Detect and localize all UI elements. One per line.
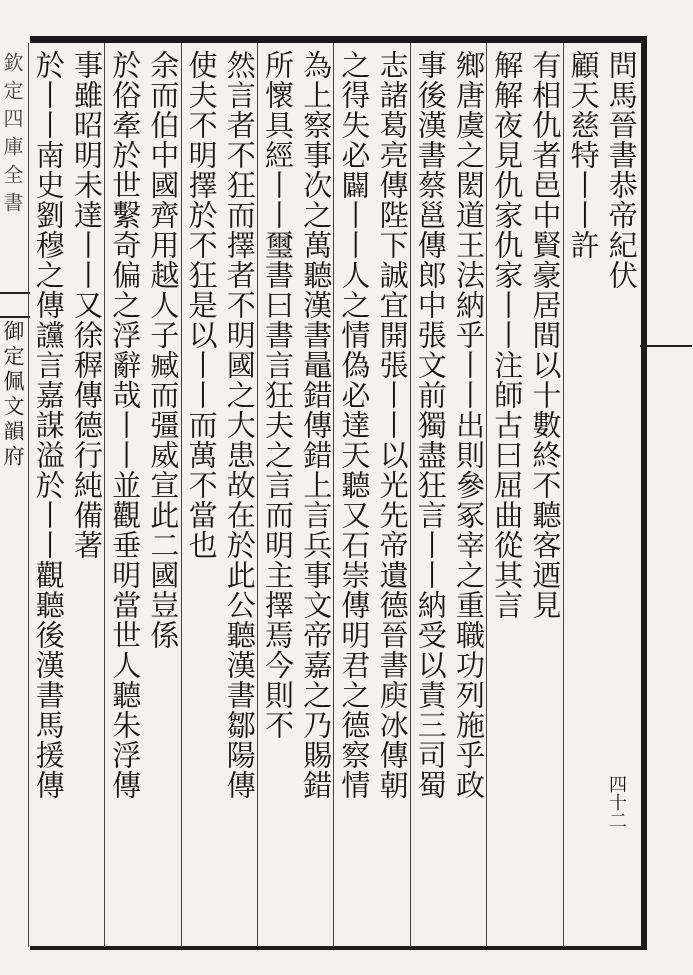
text-column: 於丨丨南史劉穆之傳讜言嘉謀溢於丨丨觀聽後漢書馬援傳 [31, 50, 66, 800]
fold-mark [0, 292, 30, 318]
text-column: 於俗牽於世繫奇偏之浮辭哉丨丨並觀垂明當世人聽朱浮傳 [108, 50, 143, 800]
text-column: 鄉唐虞之閎道王法納乎丨丨出則參冢宰之重職功列施乎政 [452, 50, 486, 800]
text-column: 所懷具經丨丨璽書曰書言狂夫之言而明主擇焉今則不 [261, 50, 295, 740]
text-column: 顧天慈特丨丨許 [566, 50, 601, 260]
text-column: 為上察事次之萬聽漢書鼂錯傳錯上言兵事文帝嘉之乃賜錯 [299, 50, 334, 800]
text-column: 余而伯中國齊用越人子臧而彊威宣此二國豈係 [146, 50, 181, 650]
text-column: 之得失必闢丨丨人之情偽必達天聽又石崇傳明君之德察情 [337, 50, 372, 800]
text-column: 然言者不狂而擇者不明國之大患故在於此公聽漢書鄒陽傳 [222, 50, 257, 800]
text-column: 有相仇者邑中賢豪居間以十數終不聽客迺見 [528, 50, 563, 620]
text-column: 解解夜見仇家仇家丨丨注師古曰屈曲從其言 [490, 50, 525, 620]
text-column: 使夫不明擇於不狂是以丨丨而萬不當也 [184, 50, 219, 560]
book-title: 欽定四庫全書 [0, 52, 24, 220]
book-subtitle: 御定佩文韻府 [1, 320, 25, 470]
text-column: 事後漢書蔡邕傳郎中張文前獨盡狂言丨丨納受以責三司蜀 [413, 50, 448, 800]
text-column: 問馬晉書恭帝紀伏 [604, 50, 639, 290]
text-column: 志諸葛亮傳陛下誠宜開張丨丨以光先帝遺德晉書庾冰傳朝 [375, 50, 410, 800]
page-number: 四十二 [606, 775, 627, 829]
margin-tick [640, 345, 692, 347]
column-rule [28, 43, 29, 947]
text-column: 事雖昭明未達丨丨又徐稺傳德行純備著 [70, 50, 104, 560]
